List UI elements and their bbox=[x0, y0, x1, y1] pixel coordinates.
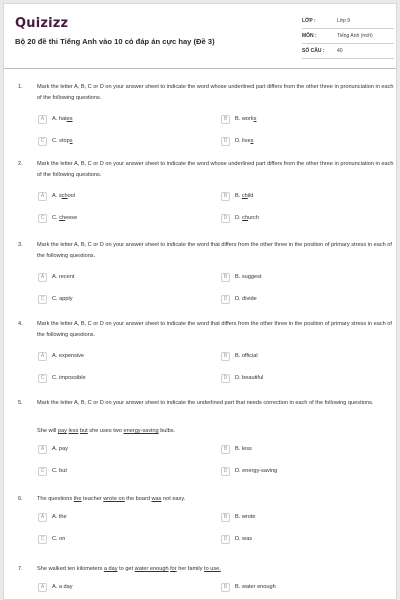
option-text bbox=[52, 353, 84, 359]
option-letter-badge: B bbox=[221, 273, 230, 282]
option-c[interactable] bbox=[38, 211, 77, 225]
option-text bbox=[235, 468, 277, 474]
option-d[interactable] bbox=[221, 211, 259, 225]
option-letter-badge: C bbox=[38, 467, 47, 476]
option-word: a day bbox=[58, 584, 73, 590]
option-letter-badge: A bbox=[38, 192, 47, 201]
question-sentence bbox=[37, 494, 395, 505]
option-label: C. bbox=[52, 215, 60, 221]
option-text bbox=[52, 446, 68, 452]
option-label: A. bbox=[52, 584, 59, 590]
option-word: apply bbox=[59, 296, 73, 302]
underlined-part: ch bbox=[242, 215, 249, 221]
option-word: beautiful bbox=[242, 375, 264, 381]
option-b[interactable] bbox=[221, 580, 276, 594]
question-number: 1. bbox=[18, 84, 23, 90]
option-word: recent bbox=[58, 274, 75, 280]
option-label: D. bbox=[235, 296, 243, 302]
option-label: B. bbox=[235, 193, 242, 199]
underlined-part: was bbox=[151, 496, 162, 502]
option-c[interactable] bbox=[38, 292, 73, 306]
option-c[interactable] bbox=[38, 371, 86, 385]
question-number: 7. bbox=[18, 566, 23, 572]
option-b[interactable] bbox=[221, 270, 261, 284]
option-word: water enough bbox=[241, 584, 276, 590]
meta-label: MÔN : bbox=[302, 33, 317, 39]
option-a[interactable] bbox=[38, 442, 68, 456]
option-letter-badge: C bbox=[38, 214, 47, 223]
option-text bbox=[52, 274, 74, 280]
option-word: ool bbox=[67, 193, 76, 199]
option-d[interactable] bbox=[221, 371, 263, 385]
option-letter-badge: B bbox=[221, 192, 230, 201]
worksheet-header bbox=[4, 4, 396, 66]
option-label: A. bbox=[52, 446, 59, 452]
sentence-text: the board bbox=[124, 496, 152, 502]
page-title: Bộ 20 đề thi Tiếng Anh vào 10 có đáp án cực hay (Đề 3) bbox=[15, 37, 215, 46]
underlined-part: ch bbox=[61, 193, 68, 199]
option-letter-badge: C bbox=[38, 535, 47, 544]
header-divider bbox=[4, 68, 396, 69]
option-b[interactable] bbox=[221, 112, 256, 126]
option-letter-badge: B bbox=[221, 115, 230, 124]
option-a[interactable] bbox=[38, 349, 84, 363]
option-letter-badge: D bbox=[221, 467, 230, 476]
underlined-part: es bbox=[66, 116, 73, 122]
sentence-text: She walked ten kilometers bbox=[37, 566, 104, 572]
option-c[interactable] bbox=[38, 464, 67, 478]
option-text bbox=[235, 296, 257, 302]
option-letter-badge: A bbox=[38, 273, 47, 282]
option-d[interactable] bbox=[221, 464, 277, 478]
option-letter-badge: C bbox=[38, 137, 47, 146]
option-a[interactable] bbox=[38, 580, 73, 594]
worksheet-page bbox=[3, 3, 397, 600]
question-instruction: Mark the letter A, B, C or D on your answer sheet to indicate the word that differs from the other three in the position of primary stress in each of the following questions. bbox=[37, 242, 392, 259]
option-letter-badge: A bbox=[38, 352, 47, 361]
option-letter-badge: B bbox=[221, 583, 230, 592]
question-number: 3. bbox=[18, 242, 23, 248]
option-b[interactable] bbox=[221, 442, 252, 456]
underlined-part: less bbox=[68, 428, 79, 434]
option-b[interactable] bbox=[221, 189, 253, 203]
underlined-part: energy-saving bbox=[123, 428, 159, 434]
option-text bbox=[235, 584, 276, 590]
option-letter-badge: A bbox=[38, 583, 47, 592]
meta-row-class bbox=[302, 14, 394, 29]
option-word: official bbox=[241, 353, 258, 359]
option-letter-badge: D bbox=[221, 374, 230, 383]
option-text bbox=[235, 446, 252, 452]
underlined-part: s bbox=[250, 138, 254, 144]
option-letter-badge: D bbox=[221, 295, 230, 304]
option-letter-badge: A bbox=[38, 115, 47, 124]
question-sentence bbox=[37, 564, 395, 575]
option-label: A. bbox=[52, 193, 59, 199]
option-text bbox=[52, 514, 67, 520]
option-b[interactable] bbox=[221, 349, 258, 363]
question-number: 5. bbox=[18, 400, 23, 406]
option-label: C. bbox=[52, 296, 60, 302]
question-sentence bbox=[37, 426, 395, 437]
option-word: the bbox=[58, 514, 67, 520]
option-word: hat bbox=[58, 116, 67, 122]
option-label: A. bbox=[52, 116, 59, 122]
option-text bbox=[52, 116, 73, 122]
underlined-part: water enough bbox=[134, 566, 169, 572]
option-label: D. bbox=[235, 375, 243, 381]
option-text bbox=[235, 116, 256, 122]
meta-value: Tiếng Anh (mới) bbox=[337, 33, 373, 39]
option-label: B. bbox=[235, 274, 242, 280]
sentence-text: The questions bbox=[37, 496, 74, 502]
option-a[interactable] bbox=[38, 112, 73, 126]
option-word: ild bbox=[247, 193, 254, 199]
question-number: 2. bbox=[18, 161, 23, 167]
option-word: wrote bbox=[241, 514, 256, 520]
meta-label: LỚP : bbox=[302, 18, 316, 24]
option-word: urch bbox=[248, 215, 259, 221]
option-word: but bbox=[59, 468, 67, 474]
option-c[interactable] bbox=[38, 134, 73, 148]
option-text bbox=[52, 215, 77, 221]
quizizz-logo[interactable]: Quizizz bbox=[15, 16, 69, 31]
option-d[interactable] bbox=[221, 134, 253, 148]
option-label: B. bbox=[235, 584, 242, 590]
option-word: work bbox=[241, 116, 254, 122]
option-text bbox=[235, 353, 258, 359]
sentence-text: teacher bbox=[81, 496, 104, 502]
option-letter-badge: D bbox=[221, 214, 230, 223]
underlined-part: the bbox=[73, 496, 82, 502]
sentence-text: bulbs. bbox=[158, 428, 176, 434]
underlined-part: ch bbox=[59, 215, 66, 221]
option-text bbox=[52, 375, 86, 381]
option-label: C. bbox=[52, 138, 60, 144]
option-text bbox=[235, 274, 261, 280]
option-word: impossible bbox=[59, 375, 86, 381]
option-label: D. bbox=[235, 138, 243, 144]
option-word: on bbox=[59, 536, 66, 542]
meta-value: 40 bbox=[337, 48, 343, 54]
option-text bbox=[235, 375, 263, 381]
option-text bbox=[52, 468, 67, 474]
sentence-text: her family bbox=[176, 566, 205, 572]
option-a[interactable] bbox=[38, 270, 74, 284]
question-instruction: Mark the letter A, B, C or D on your answer sheet to indicate the underlined part that needs correction in each of the following questions. bbox=[37, 400, 374, 406]
meta-table bbox=[302, 14, 394, 59]
option-a[interactable] bbox=[38, 189, 75, 203]
option-letter-badge: B bbox=[221, 513, 230, 522]
meta-row-count bbox=[302, 44, 394, 59]
option-letter-badge: C bbox=[38, 374, 47, 383]
option-letter-badge: A bbox=[38, 513, 47, 522]
option-b[interactable] bbox=[221, 510, 256, 524]
option-label: B. bbox=[235, 514, 242, 520]
sentence-text: not easy. bbox=[161, 496, 186, 502]
underlined-part: s bbox=[69, 138, 73, 144]
option-a[interactable] bbox=[38, 510, 67, 524]
question-number: 6. bbox=[18, 496, 23, 502]
option-text bbox=[235, 514, 256, 520]
option-d[interactable] bbox=[221, 532, 252, 546]
option-letter-badge: A bbox=[38, 445, 47, 454]
option-word: s bbox=[58, 193, 62, 199]
option-word: pay bbox=[58, 446, 68, 452]
option-text bbox=[235, 138, 253, 144]
option-c[interactable] bbox=[38, 532, 65, 546]
option-label: A. bbox=[52, 274, 59, 280]
sentence-text: she uses two bbox=[87, 428, 124, 434]
option-text bbox=[235, 215, 259, 221]
option-label: D. bbox=[235, 536, 243, 542]
underlined-part: wrote on bbox=[103, 496, 125, 502]
underlined-part: but bbox=[79, 428, 88, 434]
option-word: suggest bbox=[241, 274, 262, 280]
option-word: was bbox=[242, 536, 253, 542]
option-letter-badge: D bbox=[221, 535, 230, 544]
underlined-part: a day bbox=[103, 566, 118, 572]
question-instruction: Mark the letter A, B, C or D on your answer sheet to indicate the word whose underlined part differs from the other three in pronunciation in each of the following questions. bbox=[37, 84, 394, 101]
question-number: 4. bbox=[18, 321, 23, 327]
meta-label: SỐ CÂU : bbox=[302, 48, 325, 54]
underlined-part: ch bbox=[241, 193, 248, 199]
underlined-part: pay bbox=[57, 428, 67, 434]
option-word: energy-saving bbox=[242, 468, 278, 474]
option-text bbox=[52, 536, 65, 542]
question-instruction: Mark the letter A, B, C or D on your answer sheet to indicate the word that differs from the other three in the position of primary stress in each of the following questions. bbox=[37, 321, 392, 338]
underlined-part: for bbox=[170, 566, 177, 572]
option-label: C. bbox=[52, 536, 60, 542]
option-label: A. bbox=[52, 353, 59, 359]
option-label: C. bbox=[52, 468, 60, 474]
option-d[interactable] bbox=[221, 292, 257, 306]
option-text bbox=[235, 536, 252, 542]
option-label: B. bbox=[235, 353, 242, 359]
underlined-part: s bbox=[253, 116, 257, 122]
option-text bbox=[52, 193, 75, 199]
sentence-text: She will bbox=[37, 428, 58, 434]
meta-row-subject bbox=[302, 29, 394, 44]
option-letter-badge: B bbox=[221, 445, 230, 454]
option-text bbox=[52, 296, 73, 302]
option-letter-badge: B bbox=[221, 352, 230, 361]
option-letter-badge: D bbox=[221, 137, 230, 146]
option-word: divide bbox=[242, 296, 257, 302]
option-word: stop bbox=[59, 138, 70, 144]
option-letter-badge: C bbox=[38, 295, 47, 304]
meta-value: Lớp 9 bbox=[337, 18, 351, 24]
option-label: B. bbox=[235, 116, 242, 122]
option-label: D. bbox=[235, 215, 243, 221]
option-text bbox=[52, 138, 73, 144]
option-label: A. bbox=[52, 514, 59, 520]
sentence-text: to get bbox=[117, 566, 135, 572]
underlined-part: to use. bbox=[204, 566, 221, 572]
option-word: expensive bbox=[58, 353, 85, 359]
option-label: C. bbox=[52, 375, 60, 381]
option-label: D. bbox=[235, 468, 243, 474]
option-label: B. bbox=[235, 446, 242, 452]
option-word: live bbox=[242, 138, 251, 144]
option-word: eese bbox=[65, 215, 78, 221]
option-text bbox=[52, 584, 73, 590]
option-word: less bbox=[241, 446, 252, 452]
question-instruction: Mark the letter A, B, C or D on your answer sheet to indicate the word whose underlined part differs from the other three in pronunciation in each of the following questions. bbox=[37, 161, 394, 178]
option-text bbox=[235, 193, 253, 199]
